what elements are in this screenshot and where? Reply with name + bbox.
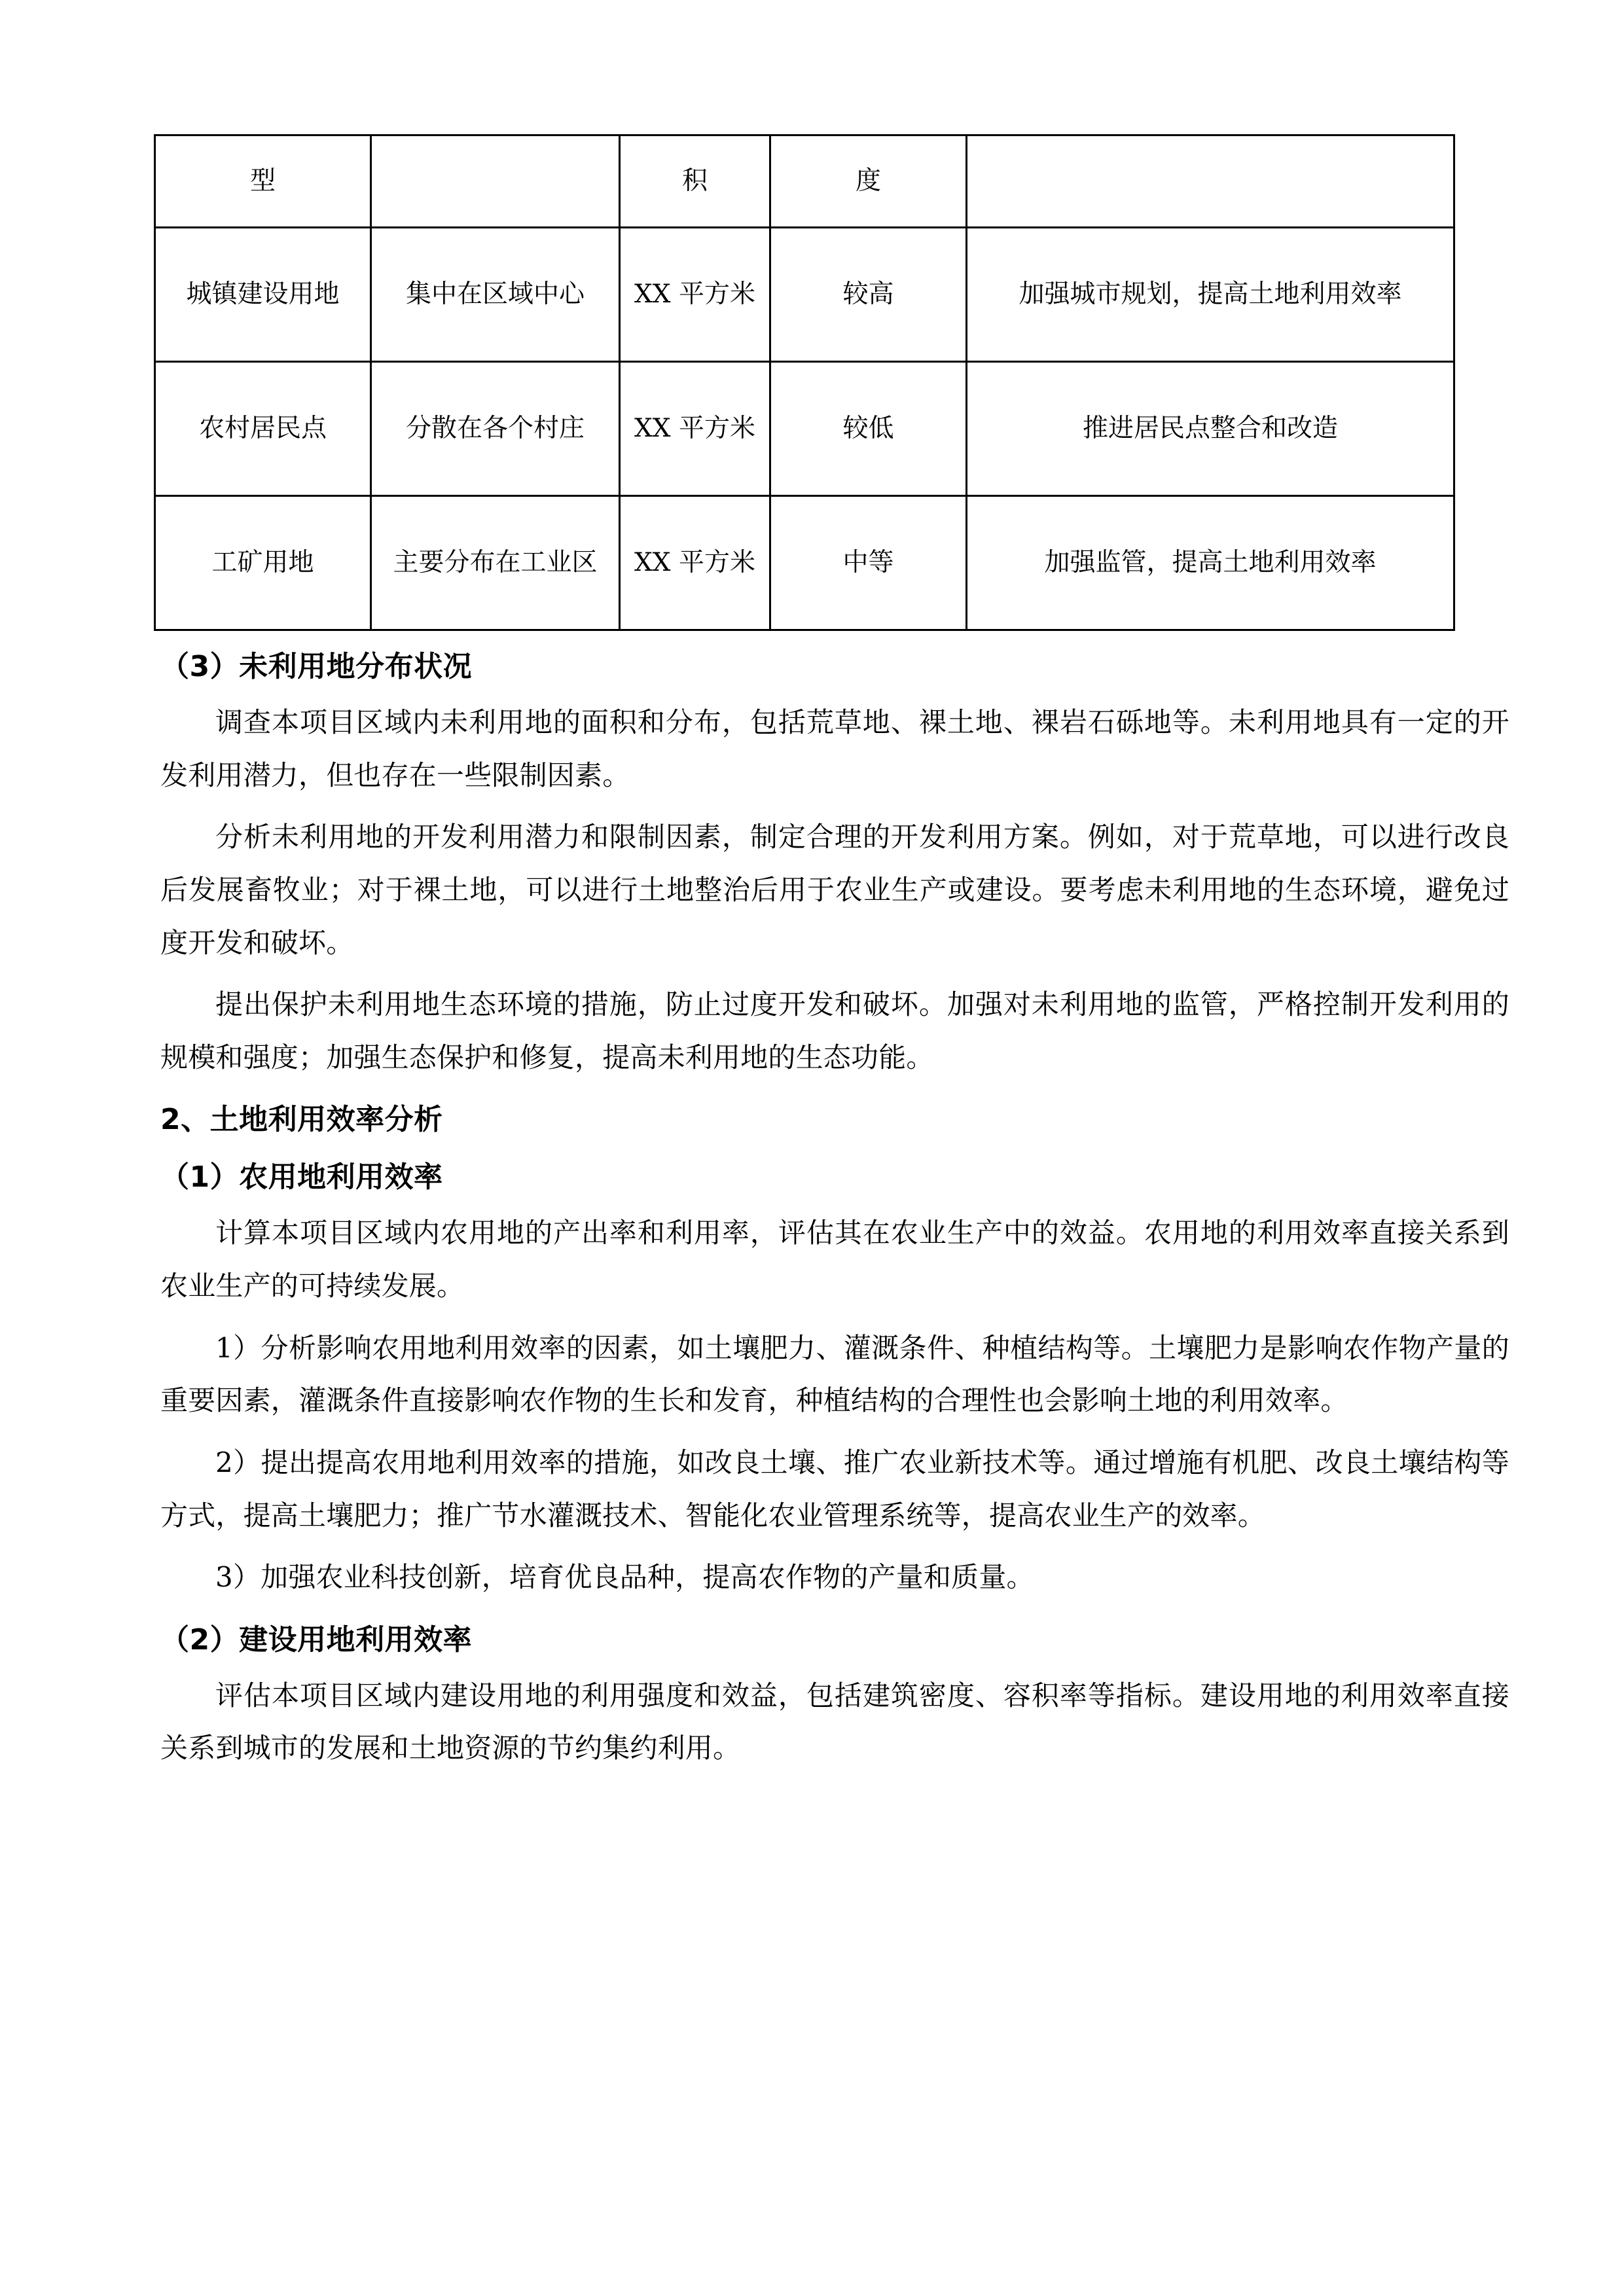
paragraph-agricultural-innovation: 3）加强农业科技创新，培育优良品种，提高农作物的产量和质量。 <box>215 1561 1034 1594</box>
cell-area: XX 平方米 <box>620 228 770 362</box>
table-header-measures <box>967 135 1454 228</box>
cell-measures: 加强城市规划，提高土地利用效率 <box>967 228 1454 362</box>
table-header-type: 型 <box>155 135 371 228</box>
heading-construction-land-efficiency: （2）建设用地利用效率 <box>160 1623 473 1657</box>
heading-land-use-efficiency-analysis: 2、土地利用效率分析 <box>160 1103 443 1137</box>
table-row <box>155 496 1454 630</box>
cell-intensity: 较高 <box>770 228 967 362</box>
cell-location: 主要分布在工业区 <box>371 496 620 630</box>
heading-agricultural-land-efficiency: （1）农用地利用效率 <box>160 1160 443 1194</box>
paragraph-unused-land-survey: 调查本项目区域内未利用地的面积和分布，包括荒草地、裸土地、裸岩石砾地等。未利用地具有一定的开发利用潜力，但也存在一些限制因素。 <box>160 706 1509 791</box>
cell-type: 工矿用地 <box>155 496 371 630</box>
paragraph-efficiency-factors: 1）分析影响农用地利用效率的因素，如土壤肥力、灌溉条件、种植结构等。土壤肥力是影响农作物产量的重要因素，灌溉条件直接影响农作物的生长和发育，种植结构的合理性也会影响土地的利用效率。 <box>160 1331 1509 1417</box>
cell-area: XX 平方米 <box>620 496 770 630</box>
cell-measures: 加强监管，提高土地利用效率 <box>967 496 1454 630</box>
paragraph-construction-land-intensity: 评估本项目区域内建设用地的利用强度和效益，包括建筑密度、容积率等指标。建设用地的利用效率直接关系到城市的发展和土地资源的节约集约利用。 <box>160 1679 1509 1765</box>
heading-unused-land-distribution: （3）未利用地分布状况 <box>160 650 473 683</box>
cell-location: 集中在区域中心 <box>371 228 620 362</box>
table-header-area: 积 <box>620 135 770 228</box>
table-header-intensity: 度 <box>770 135 967 228</box>
paragraph-efficiency-measures: 2）提出提高农用地利用效率的措施，如改良土壤、推广农业新技术等。通过增施有机肥、改良土壤结构等方式，提高土壤肥力；推广节水灌溉技术、智能化农业管理系统等，提高农业生产的效率。 <box>160 1446 1509 1532</box>
paragraph-agricultural-output-rate: 计算本项目区域内农用地的产出率和利用率，评估其在农业生产中的效益。农用地的利用效率直接关系到农业生产的可持续发展。 <box>160 1217 1509 1302</box>
cell-type: 农村居民点 <box>155 362 371 496</box>
cell-measures: 推进居民点整合和改造 <box>967 362 1454 496</box>
table-header-row <box>155 135 1454 228</box>
cell-intensity: 较低 <box>770 362 967 496</box>
land-use-distribution-table <box>154 134 1455 631</box>
table-row <box>155 362 1454 496</box>
cell-area: XX 平方米 <box>620 362 770 496</box>
paragraph-unused-land-potential: 分析未利用地的开发利用潜力和限制因素，制定合理的开发利用方案。例如，对于荒草地，可以进行改良后发展畜牧业；对于裸土地，可以进行土地整治后用于农业生产或建设。要考虑未利用地的生态环境，避免过度开发和破坏。 <box>160 821 1509 959</box>
table-row <box>155 228 1454 362</box>
paragraph-unused-land-protection: 提出保护未利用地生态环境的措施，防止过度开发和破坏。加强对未利用地的监管，严格控制开发利用的规模和强度；加强生态保护和修复，提高未利用地的生态功能。 <box>160 988 1509 1073</box>
table-header-location <box>371 135 620 228</box>
cell-intensity: 中等 <box>770 496 967 630</box>
cell-type: 城镇建设用地 <box>155 228 371 362</box>
cell-location: 分散在各个村庄 <box>371 362 620 496</box>
